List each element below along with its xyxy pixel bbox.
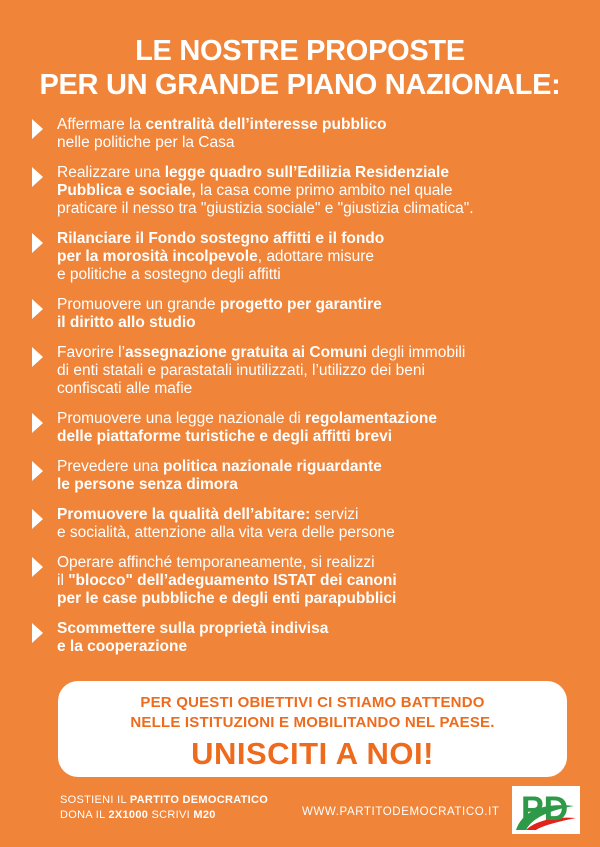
title-line-1: LE NOSTRE PROPOSTE [135, 35, 465, 67]
donate-mid: SCRIVI [148, 809, 194, 821]
proposal-line [57, 164, 578, 182]
emphasis-text: legge quadro sull’Edilizia Residenziale [164, 164, 449, 181]
proposal-line [57, 428, 578, 446]
emphasis-text: progetto per garantire [219, 296, 382, 313]
proposal-line [57, 134, 578, 152]
arrow-bullet-icon [32, 299, 43, 319]
party-name: PARTITO DEMOCRATICO [129, 794, 269, 806]
proposal-text: Affermare la [57, 116, 146, 133]
emphasis-text: Scommettere sulla proprietà indivisa [57, 620, 329, 637]
donate-amount: 2X1000 [108, 809, 149, 821]
arrow-bullet-icon [32, 347, 43, 367]
donate-prefix: DONA IL [60, 809, 109, 821]
proposal-item [30, 344, 578, 398]
proposal-line [57, 182, 578, 200]
proposal-line [57, 248, 578, 266]
proposal-item [30, 230, 578, 284]
emphasis-text: le persone senza dimora [57, 476, 238, 493]
arrow-bullet-icon [32, 461, 43, 481]
support-prefix: SOSTIENI IL [60, 794, 130, 806]
support-line [60, 793, 268, 808]
proposal-line [57, 296, 578, 314]
proposal-text: confiscati alle mafie [57, 380, 193, 397]
proposal-text: il [57, 572, 69, 589]
arrow-bullet-icon [32, 623, 43, 643]
call-to-action-box [58, 681, 567, 777]
arrow-bullet-icon [32, 167, 43, 187]
emphasis-text: Promuovere la qualità dell’abitare: [57, 506, 311, 523]
arrow-bullet-icon [32, 557, 43, 577]
proposal-text: Prevedere una [57, 458, 163, 475]
website-link[interactable]: WWW.PARTITODEMOCRATICO.IT [302, 806, 500, 818]
emphasis-text: Pubblica e sociale, [57, 182, 196, 199]
proposal-text: di enti statali e parastatali inutilizzati, l’utilizzo dei beni [57, 362, 425, 379]
arrow-bullet-icon [32, 413, 43, 433]
proposal-text: Operare affinché temporaneamente, si realizzi [57, 554, 375, 571]
proposal-item [30, 620, 578, 656]
proposal-text: Promuovere un grande [57, 296, 220, 313]
emphasis-text: regolamentazione [305, 410, 437, 427]
title-line-2: PER UN GRANDE PIANO NAZIONALE: [39, 69, 561, 101]
arrow-bullet-icon [32, 119, 43, 139]
emphasis-text: "blocco" dell’adeguamento ISTAT dei canoni [68, 572, 397, 589]
proposal-text: , adottare misure [257, 248, 375, 265]
donate-code: M20 [193, 809, 216, 821]
proposal-text: Realizzare una [57, 164, 165, 181]
proposal-item [30, 506, 578, 542]
proposal-line [57, 638, 578, 656]
proposal-line [57, 572, 578, 590]
proposal-text: Promuovere una legge nazionale di [57, 410, 306, 427]
emphasis-text: per le case pubbliche e degli enti parapubblici [57, 590, 397, 607]
proposal-line [57, 362, 578, 380]
donate-line [60, 808, 268, 823]
emphasis-text: il diritto allo studio [57, 314, 196, 331]
arrow-bullet-icon [32, 509, 43, 529]
emphasis-text: Rilanciare il Fondo sostegno affitti e il fondo [57, 230, 385, 247]
pd-logo [512, 786, 580, 834]
emphasis-text: assegnazione gratuita ai Comuni [125, 344, 368, 361]
proposal-text: Favorire l’ [57, 344, 126, 361]
proposal-line [57, 506, 578, 524]
proposal-item [30, 554, 578, 608]
proposal-item [30, 164, 578, 218]
donation-info [60, 793, 268, 823]
proposal-line [57, 554, 578, 572]
proposal-text: degli immobili [367, 344, 466, 361]
proposal-line [57, 230, 578, 248]
proposal-line [57, 380, 578, 398]
proposal-text: nelle politiche per la Casa [57, 134, 235, 151]
proposal-text: e socialità, attenzione alla vita vera delle persone [57, 524, 395, 541]
proposal-line [57, 524, 578, 542]
proposal-line [57, 266, 578, 284]
emphasis-text: delle piattaforme turistiche e degli affitti brevi [57, 428, 393, 445]
proposal-item [30, 410, 578, 446]
proposal-line [57, 314, 578, 332]
proposal-item [30, 458, 578, 494]
proposal-text: la casa come primo ambito nel quale [195, 182, 453, 199]
emphasis-text: centralità dell’interesse pubblico [145, 116, 387, 133]
proposal-text: praticare il nesso tra "giustizia sociale" e "giustizia climatica". [57, 200, 474, 217]
callout-line-2: NELLE ISTITUZIONI E MOBILITANDO NEL PAESE. [130, 714, 495, 731]
proposal-item [30, 116, 578, 152]
proposal-line [57, 200, 578, 218]
proposal-line [57, 458, 578, 476]
logo-letters: PD [521, 790, 569, 828]
proposal-line [57, 116, 578, 134]
proposal-line [57, 620, 578, 638]
proposal-line [57, 410, 578, 428]
proposal-list [30, 116, 578, 668]
proposal-line [57, 344, 578, 362]
proposal-item [30, 296, 578, 332]
proposal-text: e politiche a sostegno degli affitti [57, 266, 281, 283]
emphasis-text: politica nazionale riguardante [163, 458, 382, 475]
emphasis-text: e la cooperazione [57, 638, 188, 655]
proposal-text: servizi [310, 506, 359, 523]
arrow-bullet-icon [32, 233, 43, 253]
join-us-heading: UNISCITI A NOI! [191, 736, 434, 771]
proposal-line [57, 476, 578, 494]
page-title [0, 34, 600, 102]
callout-line-1: PER QUESTI OBIETTIVI CI STIAMO BATTENDO [140, 694, 485, 711]
proposal-line [57, 590, 578, 608]
emphasis-text: per la morosità incolpevole [57, 248, 258, 265]
